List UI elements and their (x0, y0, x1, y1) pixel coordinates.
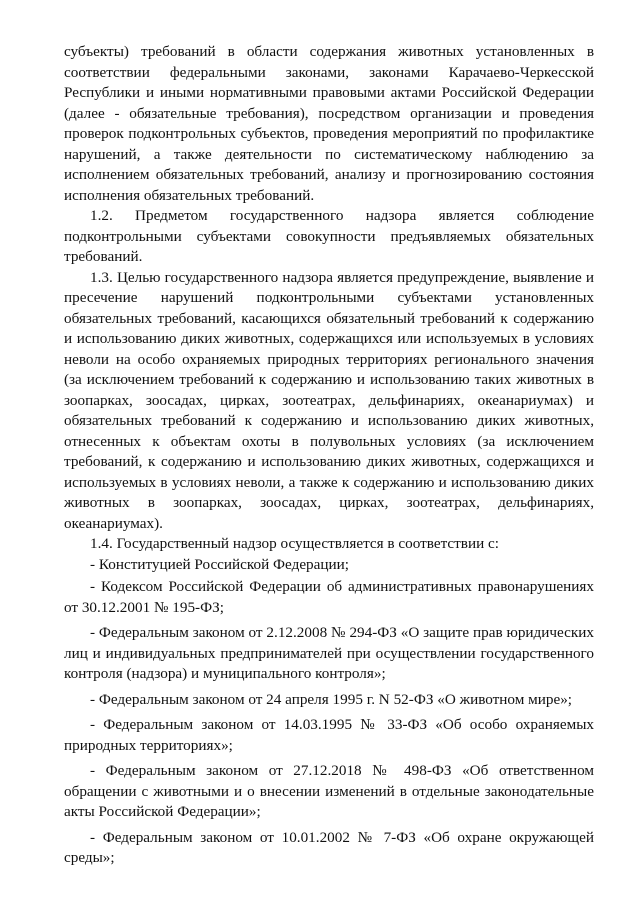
list-item-constitution: - Конституцией Российской Федерации; (90, 555, 349, 573)
list-item-law-52: - Федеральным законом от 24 апреля 1995 г. N 52-ФЗ «О животном мире»; (90, 690, 573, 708)
list-item-law-294: - Федеральным законом от 2.12.2008 № 294-ФЗ «О защите прав юридических лиц и индивидуальных предпринимателей при осуществлении государственного контроля (надзора) и муниципального контроля»; (64, 624, 594, 682)
paragraph-1-3: 1.3. Целью государственного надзора является предупреждение, выявление и пресечение нарушений подконтрольными субъектами установленных обязательных требований, касающихся обязательный требований к содержанию и использованию диких животных, содержащихся или используемых в условиях неволи на особо охраняемых природных территориях регионального значения (за исключением требований к содержанию и использованию таких животных в зоопарках, зоосадах, цирках, зоотеатрах, дельфинариях, океанариумах) и обязательных требований к содержанию и использованию диких животных, отнесенных к объектам охоты в полувольных условиях (за исключением требований, к содержанию и использованию диких животных, содержащихся и используемых в условиях неволи, а также к содержанию и использованию диких животных в зоопарках, зоосадах, цирках, зоотеатрах, дельфинариях, океанариумах). (64, 268, 594, 532)
list-item-law-7: - Федеральным законом от 10.01.2002 № 7-ФЗ «Об охране окружающей среды»; (64, 828, 594, 866)
document-body (64, 42, 594, 869)
paragraph-continuation: субъекты) требований в области содержания животных установленных в соответствии федеральными законами, законами Карачаево-Черкесской Республики и иными нормативными правовыми актами Российской Федерации (далее - обязательные требования), посредством организации и проведения проверок подконтрольных субъектов, проведения мероприятий по профилактике нарушений, а также деятельности по систематическому наблюдению за исполнением обязательных требований, анализу и прогнозированию состояния исполнения обязательных требований. (64, 43, 594, 204)
list-item-law-498: - Федеральным законом от 27.12.2018 № 498-ФЗ «Об ответственном обращении с животными и о внесении изменений в отдельные законодательные акты Российской Федерации»; (64, 762, 594, 820)
paragraph-1-4: 1.4. Государственный надзор осуществляется в соответствии с: (90, 535, 499, 552)
paragraph-1-2: 1.2. Предметом государственного надзора является соблюдение подконтрольными субъектами совокупности предъявляемых обязательных требований. (64, 207, 594, 265)
list-item-law-33: - Федеральным законом от 14.03.1995 № 33-ФЗ «Об особо охраняемых природных территориях»; (64, 716, 594, 754)
list-item-koap: - Кодексом Российской Федерации об административных правонарушениях от 30.12.2001 № 195-ФЗ; (64, 578, 594, 616)
